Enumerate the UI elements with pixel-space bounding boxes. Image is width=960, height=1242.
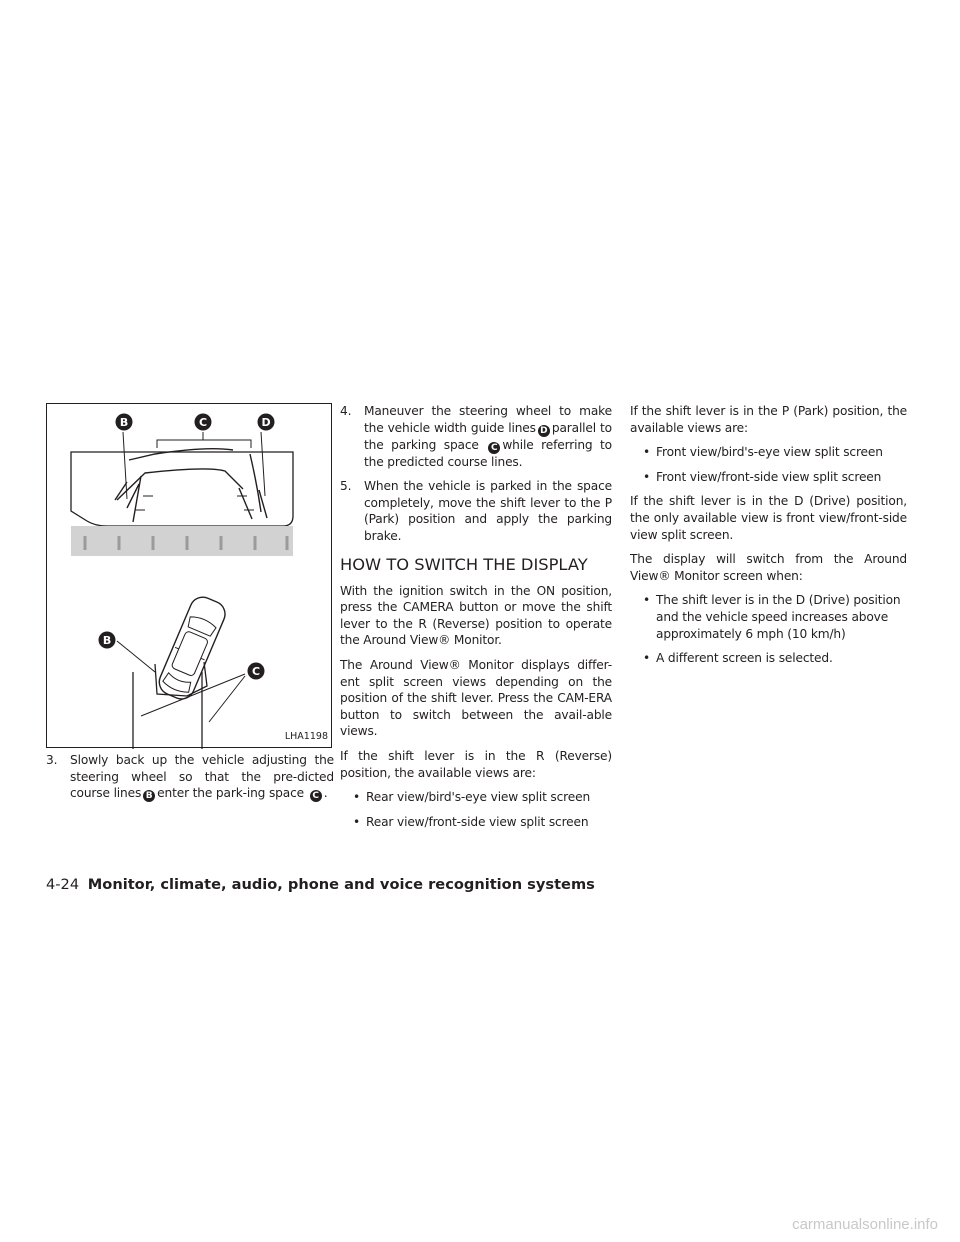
list-item: • Rear view/bird's-eye view split screen (340, 789, 612, 806)
step-4: 4. Maneuver the steering wheel to make the vehicle width guide lines D parallel to the parking space C while referring to the predicted course lines. (340, 404, 612, 469)
svg-text:B: B (119, 416, 129, 429)
left-column (46, 403, 334, 810)
svg-text:C: C (252, 665, 260, 678)
step-3: 3. Slowly back up the vehicle adjusting the steering wheel so that the pre-dicted course lines B enter the park-ing space C . (46, 753, 334, 802)
steps-list-part2 (340, 403, 612, 545)
list-item: • Front view/front-side view split screen (630, 469, 907, 486)
list-item: • The shift lever is in the D (Drive) position and the vehicle speed increases above approximately 6 mph (10 km/h) (630, 592, 907, 642)
svg-text:D: D (261, 416, 271, 429)
svg-text:B: B (102, 634, 112, 647)
middle-column (340, 403, 612, 838)
callout-c-icon: C (488, 442, 500, 454)
step-5: 5. When the vehicle is parked in the space completely, move the shift lever to the P (Park) position and apply the parking brake. (340, 479, 612, 543)
page-footer (46, 876, 595, 893)
car-top-view (155, 593, 229, 703)
rear-bumper-view (71, 526, 293, 556)
paragraph: The display will switch from the Around View® Monitor screen when: (630, 552, 907, 583)
parking-guide-figure (46, 403, 332, 748)
paragraph: If the shift lever is in the R (Reverse) position, the available views are: (340, 748, 612, 780)
parking-guide-illustration (47, 404, 333, 749)
watermark[interactable]: carmanualsonline.info (792, 1216, 938, 1233)
reverse-views-list (340, 789, 612, 830)
svg-text:C: C (199, 416, 207, 429)
callout-b-icon: B (143, 790, 155, 802)
steps-list-part1 (46, 752, 334, 802)
park-views-list (630, 444, 907, 485)
list-item: • Front view/bird's-eye view split screen (630, 444, 907, 461)
figure-id: LHA1198 (284, 731, 328, 743)
page-number: 4-24 (46, 876, 80, 893)
section-heading: HOW TO SWITCH THE DISPLAY (340, 554, 588, 574)
switch-conditions-list (630, 592, 907, 666)
callout-d-icon: D (538, 425, 550, 437)
paragraph: If the shift lever is in the P (Park) position, the available views are: (630, 404, 907, 435)
paragraph: If the shift lever is in the D (Drive) position, the only available view is front view/front-side view split screen. (630, 494, 907, 542)
chapter-title: Monitor, climate, audio, phone and voice recognition systems (87, 876, 595, 893)
paragraph: With the ignition switch in the ON position, press the CAMERA button or move the shift lever to the R (Reverse) position to operate the Around View® Monitor. (340, 583, 612, 648)
callout-c-icon: C (310, 790, 322, 802)
paragraph: The Around View® Monitor displays differ-ent split screen views depending on the position of the shift lever. Press the CAM-ERA button to switch between the avail-able views. (340, 657, 612, 739)
right-column (630, 403, 907, 675)
list-item: • A different screen is selected. (630, 650, 907, 667)
list-item: • Rear view/front-side view split screen (340, 814, 612, 831)
